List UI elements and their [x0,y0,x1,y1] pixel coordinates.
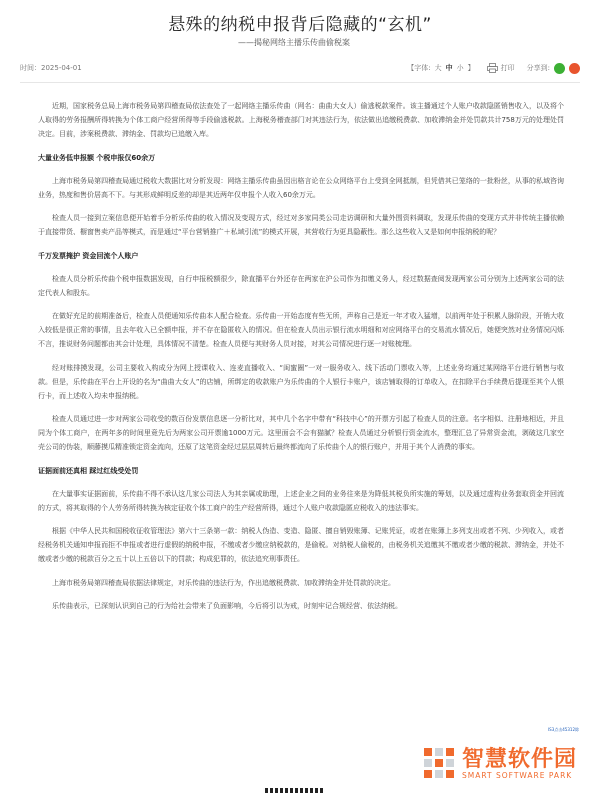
article-paragraph: 检查人员分析乐传曲个税申报数据发现，自行申报税额很少，除直播平台外还存在两家在沪公司作为扣缴义务人，经过数据查阅发现两家公司分别为上述两家公司的法定代表人和股东。 [38,274,564,297]
font-label: 【字体: [407,64,431,72]
article-paragraph: 根据《中华人民共和国税收征收管理法》第六十三条第一款：纳税人伪造、变造、隐匿、擅自销毁账簿、记账凭证，或者在账簿上多列支出或者不列、少列收入，或者经税务机关通知申报而拒不申报或者进行虚假的纳税申报，不缴或者少缴应纳税款的，是偷税。对纳税人偷税的，由税务机关追缴其不缴或者少缴的税款、滞纳金，并处不缴或者少缴的税款百分之五十以上五倍以下的罚款；构成犯罪的，依法追究刑事责任。 [38,527,564,563]
article-paragraph: 乐传曲表示，已深刻认识到自己的行为给社会带来了负面影响，今后将引以为戒，时刻牢记合规经营、依法纳税。 [52,602,402,610]
footer-note: IS3点击45312除 [548,727,579,732]
article-paragraph: 上海市税务局第四稽查局通过税收大数据比对分析发现：网络主播乐传曲虽因出格言论在公众网络平台上受到全网抵制，但凭借其已笼络的一批粉丝，从事的私域咨询业务，热度和售价居高不下。与其形成鲜明反差的却是其近两年仅申报个人收入60余万元。 [38,176,564,199]
weibo-share-icon[interactable] [569,63,580,74]
smart-software-park-logo-icon [422,746,458,786]
section-heading: 大量业务低申报额 个税申报仅60余万 [38,153,156,162]
share-bar [527,63,580,74]
watermark-en: SMART SOFTWARE PARK [462,771,573,780]
article-paragraph: 在做好充足的前期准备后，检查人员便通知乐传曲本人配合检查。乐传曲一开始态度有些无所，声称自己是近一年才收入猛增，以前两年处于积累人脉阶段，开销大收入较低是很正常的事情，且去年收入已全额申报，并不存在隐匿收入的情况。但在检查人员出示银行流水明细和对应网络平台的交易流水情况后，她便突然对业务情况闪烁不言，推说财务问题都由其会计处理，具体情况不清楚。检查人员便与其财务人员对接，对其公司情况进行逐一对账梳理。 [38,312,564,348]
share-label: 分享到: [526,64,550,72]
time-label: 时间： [20,64,41,72]
font-size-switcher [407,63,474,73]
section-heading: 证据面前还真相 踩过红线受处罚 [38,466,139,475]
publish-time [20,63,407,73]
wechat-share-icon[interactable] [554,63,565,74]
header-divider [20,82,580,83]
font-end: 】 [467,64,475,72]
time-value: 2025-04-01 [41,64,82,72]
print-button[interactable] [487,63,515,73]
article-subtitle: ——揭秘网络主播乐传曲偷税案 [238,38,350,47]
article-paragraph: 上海市税务局第四稽查局依据法律规定，对乐传曲的违法行为，作出追缴税费款、加收滞纳金并处罚款的决定。 [52,578,395,587]
font-large-link[interactable]: 大 [434,64,442,72]
printer-icon [487,63,498,73]
print-label: 打印 [500,64,515,72]
watermark [422,742,600,792]
article-body [38,99,564,623]
article-title: 悬殊的纳税申报背后隐藏的“玄机” [168,15,432,35]
article-paragraph: 经对账排摸发现，公司主要收入构成分为网上授课收入、连麦直播收入、“闺蜜圈”一对一服务收入、线下活动门票收入等，上述业务均通过某网络平台进行销售与收款。但是，乐传曲在平台上开设的名为“曲曲大女人”的店铺，所绑定的收款账户为乐传曲的个人银行卡账户，该店铺取得的订单收入，在扣除平台手续费后提现至其个人银行卡，而上述收入均未申报纳税。 [38,363,564,400]
meta-bar [20,58,580,78]
font-small-link[interactable]: 小 [456,64,464,72]
article-paragraph: 检查人员通过进一步对两家公司收受的数百份发票信息逐一分析比对，其中几个名字中带有“科技中心”的开票方引起了检查人员的注意。名字相似、注册地相近，并且同为个体工商户，在两年多的时间里竟先后为两家公司开票逾1000万元。这里面会不会有猫腻？检查人员通过分析银行资金流水，整理汇总了异常资金流，剥破这几家空壳公司的伪装，顺藤摸瓜精准锁定资金流向，还原了这笔资金经过层层周转后最终都流向了乐传曲个人的银行账户，并用于其个人消费的事实。 [38,415,564,451]
font-medium-link[interactable]: 中 [445,64,453,72]
article-paragraph: 近期，国家税务总局上海市税务局第四稽查局依法查处了一起网络主播乐传曲（网名：曲曲大女人）偷逃税款案件。该主播通过个人账户收款隐匿销售收入，以及将个人取得的劳务报酬所得转换为个体工商户经营所得等手段偷逃税款。上海税务稽查部门对其违法行为，依法做出追缴税费款、加收滞纳金并处罚款共计758万元的处理处罚决定。目前，涉案税费款、滞纳金、罚款均已追缴入库。 [38,102,564,138]
article-paragraph: 检查人员一接到立案信息便开始着手分析乐传曲的收入情况及变现方式，经过对多家同类公司走访调研和大量外围资料调取，发现乐传曲的变现方式并非传统主播依赖于直接带货、橱窗售卖产品等模式，而是通过“平台营销推广＋私域引流”的模式开展，其营收行为更具隐蔽性。那么这些收入又是如何申报纳税的呢？ [38,214,564,236]
footer-bar [265,788,325,793]
section-heading: 千万发票掩护 资金回流个人账户 [38,251,139,260]
watermark-cn: 智慧软件园 [462,747,578,772]
article-paragraph: 在大量事实证据面前，乐传曲不得不承认这几家公司法人为其亲属或助理，上述企业之间的业务往来是为降低其税负所实施的筹划，以及通过虚构业务套取资金并回流的方式，将其取得的个人劳务所得转换为核定征收个体工商户的生产经营所得，通过个人账户收款隐匿应税收入的违法事实。 [38,489,564,512]
